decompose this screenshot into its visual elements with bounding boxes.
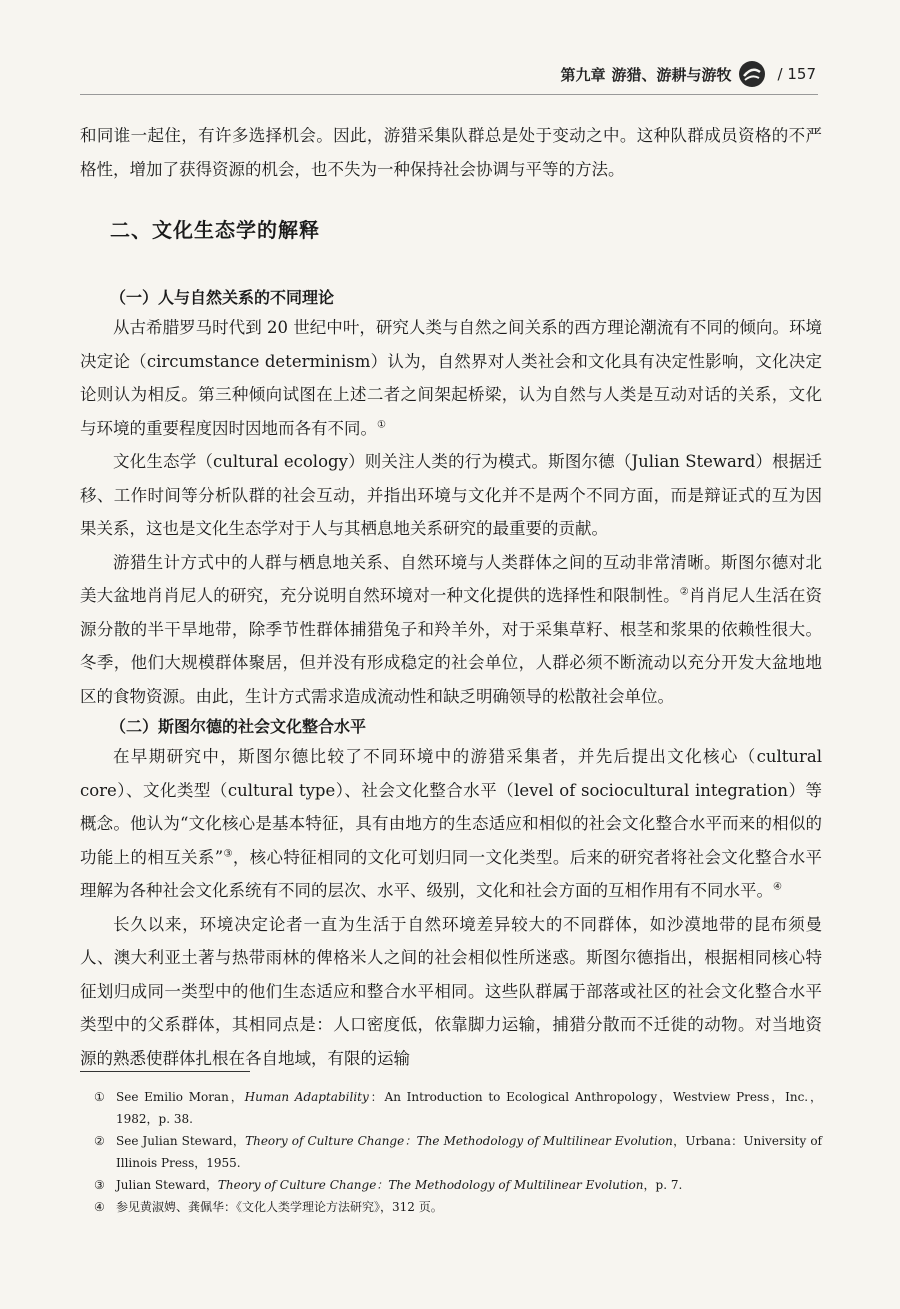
footnote: ① See Emilio Moran，Human Adaptability：An Introduction to Ecological Anthropology，Westview Press，Inc.，1982，p. 38. [94,1090,822,1126]
footnote: ③ Julian Steward，Theory of Culture Change：The Methodology of Multilinear Evolution，p. 7. [94,1178,683,1192]
footnote: ② See Julian Steward，Theory of Culture Change：The Methodology of Multilinear Evolution，Urbana：University of Illinois Press，1955. [94,1134,822,1170]
intro-paragraph: 和同谁一起住，有许多选择机会。因此，游猎采集队群总是处于变动之中。这种队群成员资格的不严格性，增加了获得资源的机会，也不失为一种保持社会协调与平等的方法。 [80,126,822,179]
subsection-1-body [80,311,822,713]
paragraph: 文化生态学（cultural ecology）则关注人类的行为模式。斯图尔德（Julian Steward）根据迁移、工作时间等分析队群的社会互动，并指出环境与文化并不是两个不同方面，而是辩证式的互为因果关系，这也是文化生态学对于人与其栖息地关系研究的最重要的贡献。 [80,452,822,538]
footnote-ref[interactable]: ④ [773,881,782,893]
footnote-ref[interactable]: ③ [223,848,233,859]
footnote-ref[interactable]: ② [679,586,689,598]
paragraph: 长久以来，环境决定论者一直为生活于自然环境差异较大的不同群体，如沙漠地带的昆布须曼人、澳大利亚土著与热带雨林的俾格米人之间的社会相似性所迷惑。斯图尔德指出，根据相同核心特征划归成同一类型中的他们生态适应和整合水平相同。这些队群属于部落或社区的社会文化整合水平类型中的父系群体，其相同点是：人口密度低，依靠脚力运输，捕猎分散而不迁徙的动物。对当地资源的熟悉使群体扎根在各自地域，有限的运输 [80,914,822,1068]
header-rule [80,94,818,95]
running-header [561,60,816,88]
chapter-title: 游猎、游耕与游牧 [611,65,732,84]
book-logo-icon [738,60,766,88]
footnotes [80,1086,822,1218]
paragraph: 在早期研究中，斯图尔德比较了不同环境中的游猎采集者，并先后提出文化核心（cultural core）、文化类型（cultural type）、社会文化整合水平（level of sociocultural integration）等概念。他认为“文化核心是基本特征，具有由地方的生态适应和相似的社会文化整合水平而来的相似的功能上的相互关系”③，核心特征相同的文化可划归同一文化类型。后来的研究者将社会文化整合水平理解为各种社会文化系统有不同的层次、水平、级别，文化和社会方面的互相作用有不同水平。④ [80,747,823,900]
subsection-heading-2: （二）斯图尔德的社会文化整合水平 [110,717,367,736]
paragraph: 从古希腊罗马时代到 20 世纪中叶，研究人类与自然之间关系的西方理论潮流有不同的倾向。环境决定论（circumstance determinism）认为，自然界对人类社会和文化具有决定性影响，文化决定论则认为相反。第三种倾向试图在上述二者之间架起桥梁，认为自然与人类是互动对话的关系，文化与环境的重要程度因时因地而各有不同。① [80,318,822,438]
footnote-rule [80,1071,250,1072]
subsection-heading-1: （一）人与自然关系的不同理论 [110,288,335,307]
footnote-ref[interactable]: ① [377,419,386,430]
section-heading: 二、文化生态学的解释 [110,218,320,242]
subsection-2-body [80,740,822,1075]
chapter-label: 第九章 [560,65,606,84]
page-number: / 157 [777,65,816,83]
intro-block [80,119,822,186]
paragraph: 游猎生计方式中的人群与栖息地关系、自然环境与人类群体之间的互动非常清晰。斯图尔德对北美大盆地肖肖尼人的研究，充分说明自然环境对一种文化提供的选择性和限制性。②肖肖尼人生活在资源分散的半干旱地带，除季节性群体捕猎兔子和羚羊外，对于采集草籽、根茎和浆果的依赖性很大。冬季，他们大规模群体聚居，但并没有形成稳定的社会单位，人群必须不断流动以充分开发大盆地地区的食物资源。由此，生计方式需求造成流动性和缺乏明确领导的松散社会单位。 [80,552,823,706]
footnote: ④ 参见黄淑娉、龚佩华：《文化人类学理论方法研究》，312 页。 [94,1200,443,1214]
